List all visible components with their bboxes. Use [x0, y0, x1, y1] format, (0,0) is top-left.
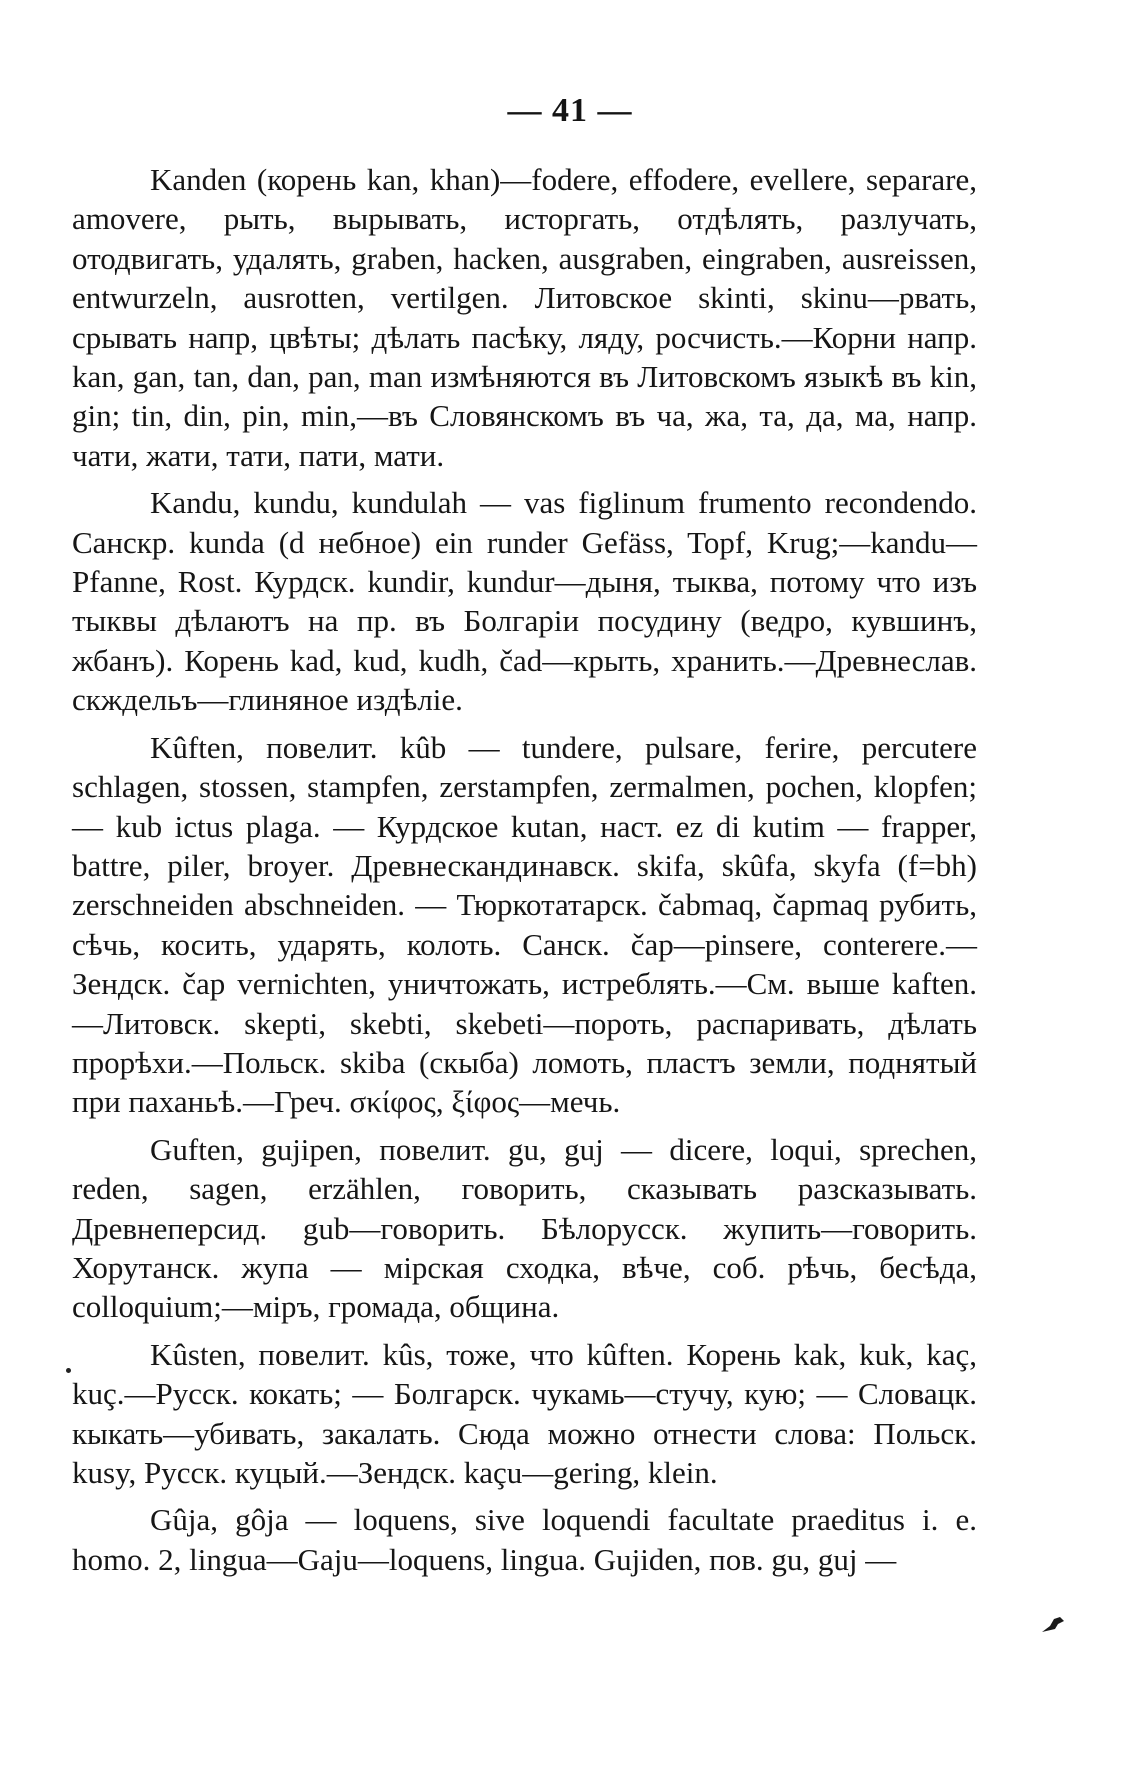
paragraph-kusten: Kûsten, повелит. kûs, тоже, что kûften. Корень kak, kuk, kaç, kuç.—Русск. кокать; — Болгарск. чукамь—стучу, кую; — Словацк. кыкать—убивать, закалать. Сюда можно отнести слова: Польск. kusy, Русск. куцый.—Зендск. kaçu—gering, klein. [72, 1336, 977, 1490]
ink-speck [66, 1368, 71, 1373]
paragraph-guja: Gûja, gôja — loquens, sive loquendi facultate praeditus i. e. homo. 2, lingua—Gaju—loquens, lingua. Gujiden, пов. gu, guj — [72, 1502, 977, 1577]
paragraph-kuften: Kûften, повелит. kûb — tundere, pulsare, ferire, percutere schlagen, stossen, stampfen, zerstampfen, zermalmen, pochen, klopfen; — kub ictus plaga. — Курдское kutan, наст. ez di kutim — frapper, battre, piler, broyer. Древнескандинавск. skifa, skûfa, skyfa (f=bh) zerschneiden abschneiden. — Тюркотатарск. čabmaq, čapmaq рубить, сѣчь, косить, ударять, колоть. Санск. čap—pinsere, conterere.—Зендск. čap vernichten, уничтожать, истреблять.—См. выше kaften.—Литовск. skepti, skebti, skebeti—пороть, распаривать, дѣлать прорѣхи.—Польск. skiba (скыба) ломоть, пластъ земли, поднятый при паханьѣ.—Греч. σκίφος, ξίφος—мечь. [72, 729, 977, 1120]
paragraph-guften: Guften, gujipen, повелит. gu, guj — dicere, loqui, sprechen, reden, sagen, erzählen, говорить, сказывать разсказывать. Древнеперсид. gub—говорить. Бѣлорусск. жупить—говорить. Хорутанск. жупа — мірская сходка, вѣче, соб. рѣчь, бесѣда, colloquium;—міръ, громада, община. [72, 1131, 977, 1325]
page-number-header: — 41 — [507, 92, 633, 129]
paragraph-kandu: Kandu, kundu, kundulah — vas figlinum frumento recondendo. Санскр. kunda (d небное) ein runder Gefäss, Topf, Krug;—kandu—Pfanne, Rost. Курдск. kundir, kundur—дыня, тыква, потому что изъ тыквы дѣлаютъ на пр. въ Болгаріи посудину (ведро, кувшинъ, жбанъ). Корень kad, kud, kudh, čad—крыть, хранить.—Древнеслав. скждельъ—глиняное издѣліе. [72, 485, 977, 718]
printer-ornament-icon [1040, 1616, 1066, 1634]
paragraph-kanden: Kanden (корень kan, khan)—fodere, effodere, evellere, separare, amovere, рыть, вырывать, исторгать, отдѣлять, разлучать, отодвигать, удалять, graben, hacken, ausgraben, eingraben, ausreissen, entwurzeln, ausrotten, vertilgen. Литовское skinti, skinu—рвать, срывать напр, цвѣты; дѣлать пасѣку, ляду, росчисть.—Корни напр. kan, gan, tan, dan, pan, man измѣняются въ Литовскомъ языкѣ въ kin, gin; tin, din, pin, min,—въ Словянскомъ въ ча, жа, та, да, ма, напр. чати, жати, тати, пати, мати. [72, 162, 977, 473]
body-text [72, 160, 977, 1587]
